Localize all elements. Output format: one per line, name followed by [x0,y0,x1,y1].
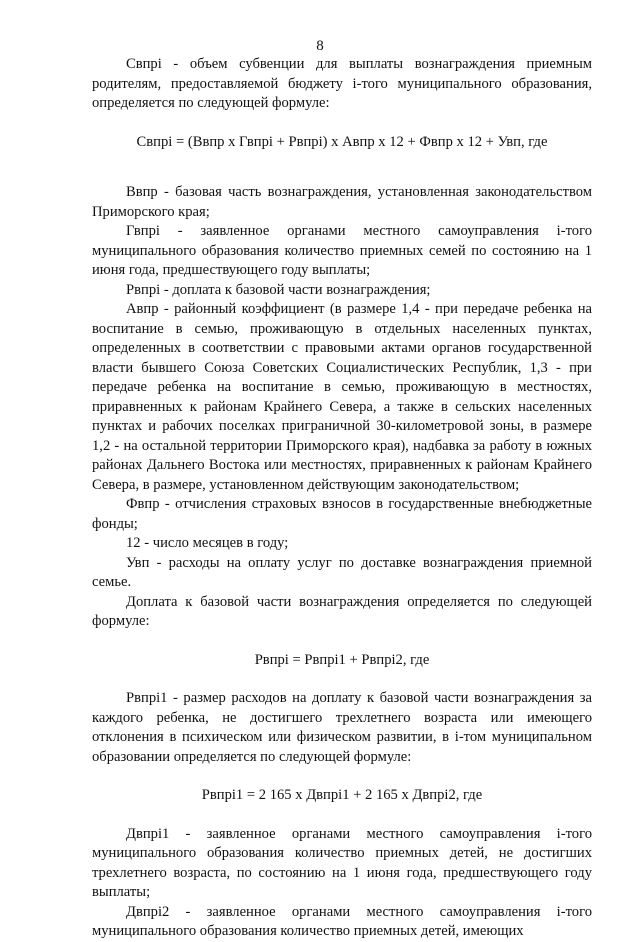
paragraph-families-count: Гвпрi - заявленное органами местного самоуправления i-того муниципального образования количество приемных семей по состоянию на 1 июня года, предшествующего году выплаты; [92,223,592,278]
formula-surcharge: Рвпрi = Рвпрi1 + Рвпрi2, где [254,651,430,668]
paragraph-surcharge-formula-intro: Доплата к базовой части вознаграждения определяется по следующей формуле: [92,593,592,629]
paragraph-surcharge: Рвпрi - доплата к базовой части вознаграждения; [126,281,431,298]
spacer [92,806,592,825]
formula-surcharge-part1: Рвпрi1 = 2 165 х Двпрi1 + 2 165 х Двпрi2, где [201,787,483,803]
spacer [92,670,592,689]
paragraph-months: 12 - число месяцев в году; [126,535,289,551]
spacer [92,767,592,786]
paragraph-surcharge-part1: Рвпрi1 - размер расходов на доплату к базовой части вознаграждения за каждого ребенка, не достигшего трехлетнего возраста или имеющего отклонения в психическом или физическом развитии, в i-том муниципальном образовании определяется по следующей формуле: [92,690,592,765]
paragraph-children-under-three: Двпрi1 - заявленное органами местного самоуправления i-того муниципального образования количество приемных детей, не достигших трехлетнего возраста, по состоянию на 1 июня года, предшествующего году выплаты; [92,825,592,900]
formula-subvention: Свпрi = (Ввпр х Гвпрi + Рвпрi) х Авпр х 12 + Фвпр х 12 + Увп, где [136,133,548,150]
spacer [92,114,592,133]
paragraph-children-with-disabilities: Двпрi2 - заявленное органами местного самоуправления i-того муниципального образования количество приемных детей, имеющих [92,903,592,939]
spacer [92,632,592,651]
document-body [92,55,592,942]
paragraph-regional-coefficient: Авпр - районный коэффициент (в размере 1,4 - при передаче ребенка на воспитание в семью, проживающую в отдельных населенных пунктах, определенных в соответствии с правовыми актами органов государственной власти бывшего Союза Советских Социалистических Республик, 1,3 - при передаче ребенка на воспитание в семью, проживающую в местностях, приравненных к районам Крайнего Севера, а также в сельских населенных пунктах и рабочих поселках приграничной 30-километровой зоны, в размере 1,2 - на остальной территории Приморского края), надбавка за работу в южных районах Дальнего Востока или местностях, приравненных к районам Крайнего Севера, в размере, установленном действующим законодательством; [92,301,592,493]
page-number: 8 [316,38,324,54]
paragraph-base-reward: Ввпр - базовая часть вознаграждения, установленная законодательством Приморского края; [92,184,592,220]
paragraph-insurance-contributions: Фвпр - отчисления страховых взносов в государственные внебюджетные фонды; [92,496,592,532]
spacer [92,171,592,183]
paragraph-subvention-definition: Свпрi - объем субвенции для выплаты вознаграждения приемным родителям, предоставляемой бюджету i-того муниципального образования, определяется по следующей формуле: [92,56,592,111]
spacer [92,152,592,171]
paragraph-delivery-costs: Увп - расходы на оплату услуг по доставке вознаграждения приемной семье. [92,554,592,590]
